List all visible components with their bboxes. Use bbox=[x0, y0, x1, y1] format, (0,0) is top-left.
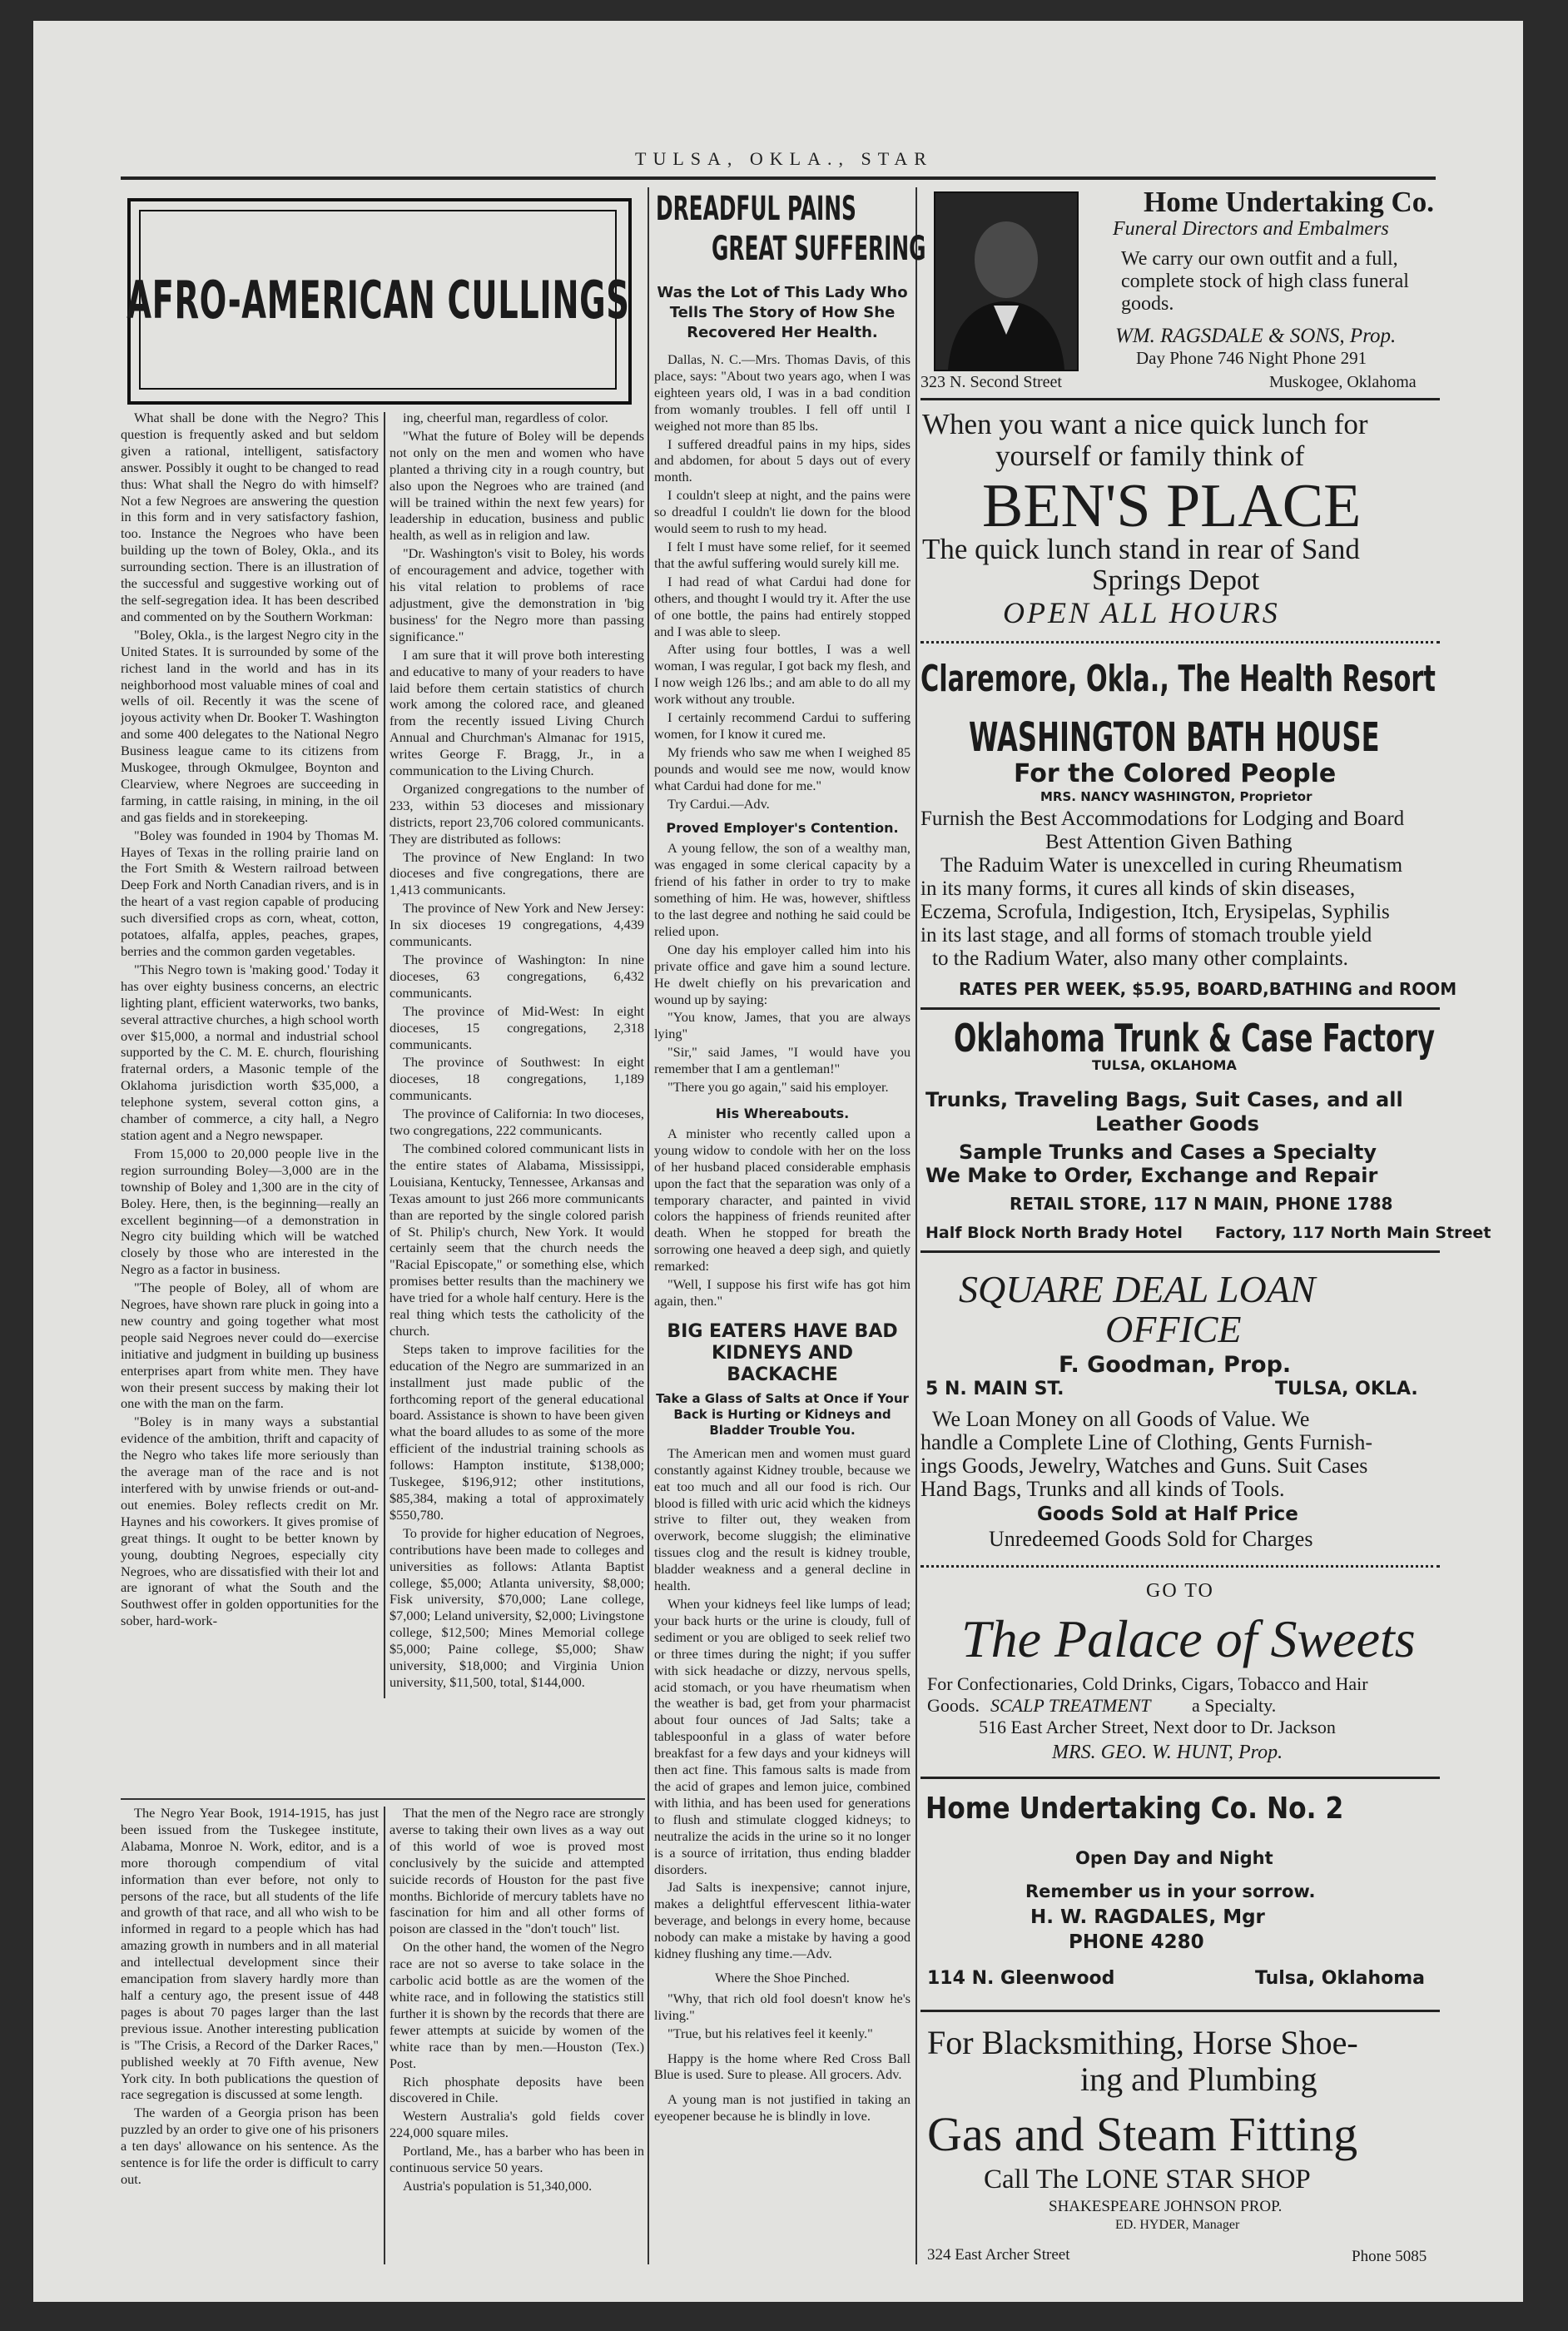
loan-prop: F. Goodman, Prop. bbox=[1059, 1352, 1292, 1378]
bens-line-1: When you want a nice quick lunch for bbox=[922, 408, 1368, 440]
trunk-line-6a: Half Block North Brady Hotel bbox=[925, 1224, 1183, 1242]
column-rule bbox=[915, 187, 917, 2264]
article-paragraph: ing, cheerful man, regardless of color. bbox=[403, 410, 608, 425]
dreadful-column bbox=[654, 280, 911, 2264]
trunk-line-4: We Make to Order, Exchange and Repair bbox=[925, 1164, 1378, 1187]
article-paragraph: One day his employer called him into his private office and gave him a sound lecture. He dwelt chiefly on his prevarication and wound up by saying: bbox=[654, 941, 911, 1007]
bens-line-3: The quick lunch stand in rear of Sand bbox=[922, 533, 1360, 565]
trunk-name: Oklahoma Trunk & Case Factory bbox=[954, 1016, 1436, 1061]
masthead-rule bbox=[121, 176, 1436, 180]
sweets-goto: GO TO bbox=[1146, 1580, 1214, 1602]
bath-rates: RATES PER WEEK, $5.95, BOARD,BATHING and ROOM bbox=[959, 979, 1457, 999]
bath-body-5: Eczema, Scrofula, Indigestion, Itch, Erysipelas, Syphilis bbox=[920, 901, 1390, 923]
home2-line-3: H. W. RAGDALES, Mgr bbox=[1030, 1906, 1265, 1928]
article-paragraph: "Boley was founded in 1904 by Thomas M. Hayes of Texas in the rolling prairie land on the Fort Smith & Western railroad between Deep Fork and North Canadian rivers, and is in the heart of a vast region capable of producing such diversified crops as corn, wheat, cotton, potatoes, alfalfa, apples, peaches, grapes, berries and the common garden vegetables. bbox=[121, 827, 379, 959]
article-paragraph: After using four bottles, I was a well woman, I was regular, I got back my flesh, and I now weigh 126 lbs.; and am able to do all my work without any trouble. bbox=[654, 641, 911, 708]
home1-subtitle: Funeral Directors and Embalmers bbox=[1113, 218, 1389, 240]
sweets-line-2b: SCALP TREATMENT bbox=[990, 1695, 1151, 1716]
article-paragraph: "Why, that rich old fool doesn't know he's living." bbox=[654, 1990, 911, 2023]
sweets-name: The Palace of Sweets bbox=[961, 1609, 1416, 1668]
bath-body-2: Best Attention Given Bathing bbox=[1045, 831, 1293, 853]
article-paragraph: When your kidneys feel like lumps of lead; your back hurts or the urine is cloudy, full of sediment or you are obliged to seek relief two or three times during the night; if you suffer with sick headache or dizzy, nervous spells, acid stomach, or you have rheumatism when the weather is bad, get from your pharmacist about four ounces of Jad Salts; take a tablespoonful in a glass of water before breakfast for a few days and your kidneys will then act fine. This famous salts is made from the acid of grapes and lemon juice, combined with lithia, and has been used for generations to flush and stimulate clogged kidneys; to neutralize the acids in the urine so it no longer is a source of irritation, thus ending bladder disorders. bbox=[654, 1596, 911, 1877]
article-paragraph: "What the future of Boley will be depends not only on the men and women who have planted a thriving city in a rough country, but also upon the Negroes who are trained (and will be trained within the next few years) for leadership in education, business and public health, as well as in religion and law. bbox=[390, 427, 644, 544]
home1-body-1: We carry our own outfit and a full, complete stock of high class funeral goods. bbox=[1121, 248, 1409, 315]
home2-address: 114 N. Gleenwood bbox=[927, 1968, 1115, 1989]
article-paragraph: The warden of a Georgia prison has been puzzled by an order to give one of his prisoners a ten days' allowance on his sentence. As the sentence is for life the order is difficult to carry out. bbox=[121, 2105, 379, 2187]
cullings-title-box bbox=[126, 210, 630, 390]
column-rule bbox=[648, 187, 649, 2264]
star-line-2: ing and Plumbing bbox=[1080, 2060, 1317, 2098]
article-paragraph: The American men and women must guard constantly against Kidney trouble, because we eat too much and all our food is rich. Our blood is filled with uric acid which the kidneys strive to filter out, they weaken from overwork, become sluggish; the eliminative tissues clog and the result is kidney trouble, bladder weakness and a general decline in health. bbox=[654, 1444, 911, 1594]
article-paragraph: To provide for higher education of Negroes, contributions have been made to colleges and universities as follows: Atlanta Baptist college, $5,000; Atlanta university, $8,000; Fisk university, $70,000; Lane college, $7,000; Leland university, $2,000; Livingstone college, $12,500; Mines Memorial college $5,000; Paine college, $5,000; Shaw university, $18,000; and Virginia Union university, $11,500, total, $144,000. bbox=[390, 1524, 644, 1690]
home2-city: Tulsa, Oklahoma bbox=[1255, 1968, 1426, 1989]
article-paragraph: Happy is the home where Red Cross Ball Blue is used. Sure to please. All grocers. Adv. bbox=[654, 2050, 911, 2083]
masthead: TULSA, OKLA., STAR bbox=[635, 148, 933, 169]
article-paragraph: My friends who saw me when I weighed 85 pounds and would see me now, would know what Cardui had done for me." bbox=[654, 743, 911, 793]
article-paragraph: I had read of what Cardui had done for others, and thought I would try it. After the use of one bottle, the pains had entirely stopped and I was able to sleep. bbox=[654, 573, 911, 639]
bens-line-4: Springs Depot bbox=[1092, 564, 1260, 596]
bath-prop: MRS. NANCY WASHINGTON, Proprietor bbox=[1040, 789, 1312, 804]
article-paragraph: Austria's population is 51,340,000. bbox=[403, 2177, 593, 2194]
loan-body-2: handle a Complete Line of Clothing, Gents Furnish- bbox=[920, 1430, 1373, 1454]
bath-body-1: Furnish the Best Accommodations for Lodging and Board bbox=[920, 808, 1405, 830]
bens-hours: OPEN ALL HOURS bbox=[1003, 596, 1280, 629]
article-paragraph: That the men of the Negro race are strongly averse to taking their own lives as a way out of this world of woe is proved most conclusively by the suicide and attempted suicide records of Houston for the past five months. Bichloride of mercury tablets have no fascination for him and all other forms of poison are classed in the "don't touch" list. bbox=[390, 1805, 644, 1937]
trunk-city: TULSA, OKLAHOMA bbox=[1092, 1057, 1237, 1073]
article-paragraph: I certainly recommend Cardui to suffering women, for I know it cured me. bbox=[654, 709, 911, 742]
cullings-column-1 bbox=[121, 410, 379, 1708]
article-paragraph: Western Australia's gold fields cover 224,000 square miles. bbox=[390, 2108, 644, 2141]
trunk-line-6b: Factory, 117 North Main Street bbox=[1215, 1224, 1491, 1242]
article-paragraph: I suffered dreadful pains in my hips, sides and abdomen, for about 5 days out of every month. bbox=[654, 435, 911, 485]
article-paragraph: What shall be done with the Negro? This question is frequently asked and but seldom given a rational, intelligent, satisfactory answer. Possibly it ought to be changed to read thus: What shall the Negro do with himself? Not a few Negroes are answering the question in this form and in very satisfactory fashion, too. Instance the Negroes who have been building up the town of Boley, Okla., and its surrounding section. There is an illustration of the successful and suggestive working out of the self-segregation idea. It has been described and commented on by the Southern Workman: bbox=[121, 410, 379, 624]
home1-phones: Day Phone 746 Night Phone 291 bbox=[1136, 348, 1367, 368]
article-paragraph: "You know, James, that you are always lying" bbox=[654, 1009, 911, 1042]
cullings-column-2 bbox=[390, 410, 644, 1708]
section-rule bbox=[121, 1798, 645, 1800]
ad-divider bbox=[920, 641, 1440, 652]
lower-column-1 bbox=[121, 1805, 379, 2254]
home2-line-1: Open Day and Night bbox=[1075, 1848, 1273, 1868]
article-paragraph: On the other hand, the women of the Negro race are not so averse to take solace in the carbolic acid bottle as are the women of the white race, and in following the statistics still further it is shown by the records that there are fewer attempts at suicide by women of the white race than by men.—Houston (Tex.) Post. bbox=[390, 1939, 644, 2071]
bath-name: WASHINGTON BATH HOUSE bbox=[969, 714, 1380, 761]
article-paragraph: I couldn't sleep at night, and the pains were so dreadful I couldn't lie down for the blood would seem to rush to my head. bbox=[654, 487, 911, 537]
column-rule bbox=[384, 1807, 385, 2264]
article-paragraph: "The people of Boley, all of whom are Negroes, have shown rare pluck in going into a new country and going together what most people said Negroes never could do—exercise initiative and judgment in building up business enterprises apart from white men. They have won their present success by making their lot one with the man on the farm. bbox=[121, 1280, 379, 1412]
loan-body-1: We Loan Money on all Goods of Value. We bbox=[932, 1407, 1310, 1431]
article-paragraph: The province of New York and New Jersey: In six dioceses 19 congregations, 4,439 communicants. bbox=[390, 900, 644, 950]
bath-body-7: to the Radium Water, also many other complaints. bbox=[932, 947, 1348, 970]
article-paragraph: "This Negro town is 'making good.' Today it has over eighty business concerns, an electric lighting plant, efficient waterworks, two banks, several attractive churches, a high school worth over $15,000, a normal and industrial school supported by the C. M. E. church, flourishing fraternal orders, a Masonic temple of the Oklahoma jurisdiction worth $35,000, a telephone system, several cotton gins, a chamber of commerce, a city hall, a Negro station agent and a Negro newspaper. bbox=[121, 961, 379, 1143]
article-paragraph: Try Cardui.—Adv. bbox=[667, 795, 770, 812]
bens-line-2: yourself or family think of bbox=[995, 440, 1305, 472]
dreadful-subheading: Was the Lot of This Lady Who Tells The Story of How She Recovered Her Health. bbox=[657, 284, 908, 341]
home2-line-4: PHONE 4280 bbox=[1069, 1931, 1204, 1953]
ad-divider bbox=[920, 2010, 1440, 2012]
loan-body-5: Goods Sold at Half Price bbox=[1037, 1503, 1298, 1525]
sweets-line-2a: Goods. bbox=[927, 1695, 980, 1716]
whereabouts-title: His Whereabouts. bbox=[715, 1105, 850, 1121]
article-paragraph: A young fellow, the son of a wealthy man, was engaged in some clerical capacity by a friend of his father in order to try to make something of him. He was, however, shiftless to the last degree and nothing he said could be relied upon. bbox=[654, 840, 911, 939]
home1-prop: WM. RAGSDALE & SONS, Prop. bbox=[1115, 325, 1397, 347]
sweets-line-2c: a Specialty. bbox=[1192, 1695, 1277, 1716]
home2-name: Home Undertaking Co. No. 2 bbox=[925, 1792, 1344, 1826]
big-eaters-heading: BIG EATERS HAVE BAD KIDNEYS AND BACKACHE bbox=[667, 1320, 898, 1385]
star-line-4: Call The LONE STAR SHOP bbox=[984, 2164, 1311, 2194]
article-paragraph: Rich phosphate deposits have been discovered in Chile. bbox=[390, 2073, 644, 2106]
ad-divider bbox=[920, 1565, 1440, 1576]
bath-body-3: The Raduim Water is unexcelled in curing Rheumatism bbox=[940, 854, 1403, 877]
article-paragraph: "Boley is in many ways a substantial evidence of the ambition, thrift and capacity of the Negro who takes life more seriously than the average man of the race and is not interfered with by unwise friends or out-and-out enemies. Boley reflects credit on Mr. Haynes and his coworkers. It gives promise of great things. It ought to be better known by young, doubting Negroes, especially city Negroes, who are dissatisfied with their lot and are ignorant of what the South and the Southwest offer in golden opportunities for the sober, hard-work- bbox=[121, 1414, 379, 1629]
article-paragraph: "Sir," said James, "I would have you remember that I am a gentleman!" bbox=[654, 1044, 911, 1077]
proprietor-portrait bbox=[934, 191, 1079, 371]
home1-title: Home Undertaking Co. bbox=[1144, 186, 1435, 218]
big-eaters-subheading: Take a Glass of Salts at Once if Your Back is Hurting or Kidneys and Bladder Trouble You. bbox=[656, 1390, 909, 1438]
loan-body-4: Hand Bags, Trunks and all kinds of Tools. bbox=[920, 1477, 1285, 1501]
star-phone: Phone 5085 bbox=[1352, 2248, 1427, 2265]
trunk-line-5: RETAIL STORE, 117 N MAIN, PHONE 1788 bbox=[1010, 1194, 1393, 1214]
article-paragraph: "Well, I suppose his first wife has got him again, then." bbox=[654, 1276, 911, 1309]
dreadful-heading-2: GREAT SUFFERING bbox=[712, 230, 926, 268]
sweets-line-4: MRS. GEO. W. HUNT, Prop. bbox=[1052, 1742, 1283, 1763]
article-paragraph: A young man is not justified in taking an eyeopener because he is blindly in love. bbox=[654, 2091, 911, 2125]
article-paragraph: I am sure that it will prove both interesting and educative to many of your readers to have laid before them certain statistics of church work among the colored race, and gleaned from the recently issued Living Church Annual and Churchman's Almanac for 1915, writes George F. Bragg, Jr., in a communication to the Living Church. bbox=[390, 646, 644, 779]
article-paragraph: A minister who recently called upon a young widow to condole with her on the loss of her husband placed considerable emphasis upon the fact that the separation was only of a temporary character, and painted in vivid colors the happiness of friends reunited after death. When he stopped for breath the sorrowing one heaved a deep sigh, and quietly remarked: bbox=[654, 1125, 911, 1275]
loan-address: 5 N. MAIN ST. bbox=[925, 1379, 1064, 1399]
ad-divider bbox=[920, 1777, 1440, 1779]
article-paragraph: The province of Mid-West: In eight dioceses, 15 congregations, 2,318 communicants. bbox=[390, 1002, 644, 1052]
star-address: 324 East Archer Street bbox=[927, 2246, 1070, 2264]
article-paragraph: "Dr. Washington's visit to Boley, his words of encouragement and advice, together with his vital relation to problems of race adjustment, give the demonstration in 'big business' for the Negro more than passing significance." bbox=[390, 545, 644, 644]
loan-line-2: OFFICE bbox=[1105, 1308, 1242, 1350]
article-paragraph: The province of California: In two dioceses, two congregations, 222 communicants. bbox=[390, 1106, 644, 1139]
sweets-line-1: For Confectionaries, Cold Drinks, Cigars, Tobacco and Hair bbox=[927, 1673, 1368, 1694]
bens-name: BEN'S PLACE bbox=[982, 472, 1362, 540]
article-paragraph: "There you go again," said his employer. bbox=[667, 1079, 889, 1096]
sweets-line-3: 516 East Archer Street, Next door to Dr. Jackson bbox=[979, 1717, 1336, 1737]
home1-address: 323 N. Second Street bbox=[920, 373, 1062, 391]
loan-city: TULSA, OKLA. bbox=[1275, 1379, 1418, 1399]
star-line-1: For Blacksmithing, Horse Shoe- bbox=[927, 2024, 1358, 2061]
cullings-title: AFRO-AMERICAN CULLINGS bbox=[126, 269, 630, 331]
bath-body-6: in its last stage, and all forms of stomach trouble yield bbox=[920, 924, 1372, 947]
home2-line-2: Remember us in your sorrow. bbox=[1025, 1881, 1316, 1901]
article-paragraph: Portland, Me., has a barber who has been in continuous service 50 years. bbox=[390, 2143, 644, 2176]
trunk-line-2: Leather Goods bbox=[1095, 1112, 1259, 1136]
loan-body-3: ings Goods, Jewelry, Watches and Guns. Suit Cases bbox=[920, 1454, 1368, 1478]
dreadful-heading-1: DREADFUL PAINS bbox=[656, 190, 856, 228]
article-paragraph: Jad Salts is inexpensive; cannot injure, makes a delightful effervescent lithia-water beverage, and belongs in every home, because nobody can make a mistake by having a good kidney flushing any time.—Adv. bbox=[654, 1879, 911, 1962]
ad-divider bbox=[920, 1250, 1440, 1253]
article-paragraph: The province of Southwest: In eight dioceses, 18 congregations, 1,189 communicants. bbox=[390, 1054, 644, 1104]
article-paragraph: From 15,000 to 20,000 people live in the region surrounding Boley—3,000 are in the township of Boley and 1,300 are in the city of Boley. Here, then, is the beginning—really an excellent beginning—of a demonstration in Negro city building which will be watched closely by those who are interested in the Negro as a factor in business. bbox=[121, 1145, 379, 1278]
star-line-3: Gas and Steam Fitting bbox=[927, 2107, 1358, 2161]
column-rule bbox=[384, 412, 385, 1698]
article-paragraph: Steps taken to improve facilities for the education of the Negro are summarized in an installment just made public of the forthcoming report of the general educational board. Assistance is shown to have been given what the board alludes to as some of the more efficient of the industrial training schools as follows: Hampton institute, $138,000; Tuskegee, $196,912; other institutions, $85,384, making a total of approximately $550,780. bbox=[390, 1340, 644, 1523]
proved-title: Proved Employer's Contention. bbox=[666, 820, 899, 837]
loan-line-1: SQUARE DEAL LOAN bbox=[959, 1268, 1316, 1310]
article-paragraph: Organized congregations to the number of 233, within 53 dioceses and missionary districts, report 23,706 colored communicants. They are distributed as follows: bbox=[390, 780, 644, 847]
star-line-6: ED. HYDER, Manager bbox=[1115, 2218, 1240, 2232]
ad-divider bbox=[920, 398, 1440, 400]
article-paragraph: The Negro Year Book, 1914-1915, has just been issued from the Tuskegee institute, Alabama, Monroe N. Work, editor, and is a more thorough compendium of vital information than ever before, not only to persons of the race, but all students of the life and growth of that race, and all who wish to be informed in regard to a people which has had amazing growth in numbers and in all material and intellectual development since their emancipation from slavery hardly more than half a century ago, the present issue of 448 pages is about 70 pages larger than the last previous issue. Another interesting publication is "The Crisis, a Record of the Darker Races," published weekly at 70 Fifth avenue, New York city. In both publications the question of race segregation is discussed at some length. bbox=[121, 1805, 379, 2103]
article-paragraph: "Boley, Okla., is the largest Negro city in the United States. It is surrounded by some of the richest land in the world and has in its neighborhood most valuable mines of coal and wells of oil. Recently it was the scene of joyous activity when Dr. Booker T. Washington and some 400 delegates to the National Negro Business league came to its citizens from Muskogee, through Okmulgee, Boynton and Clearview, where Negroes are succeeding in farming, in cattle raising, in mining, in the oil and gas fields and in storekeeping. bbox=[121, 626, 379, 825]
trunk-line-1: Trunks, Traveling Bags, Suit Cases, and all bbox=[925, 1088, 1403, 1111]
star-line-5: SHAKESPEARE JOHNSON PROP. bbox=[1049, 2198, 1283, 2215]
article-paragraph: "True, but his relatives feel it keenly." bbox=[667, 2025, 873, 2041]
article-paragraph: The province of Washington: In nine dioceses, 63 congregations, 6,432 communicants. bbox=[390, 952, 644, 1001]
shoe-title: Where the Shoe Pinched. bbox=[715, 1971, 850, 1986]
bath-for: For the Colored People bbox=[1014, 759, 1337, 788]
lower-column-2 bbox=[390, 1805, 644, 2254]
bath-body-4: in its many forms, it cures all kinds of skin diseases, bbox=[920, 877, 1356, 900]
trunk-line-3: Sample Trunks and Cases a Specialty bbox=[959, 1141, 1377, 1164]
home1-city: Muskogee, Oklahoma bbox=[1269, 373, 1417, 391]
article-paragraph: The province of New England: In two dioceses and five congregations, there are 1,413 communicants. bbox=[390, 848, 644, 898]
article-paragraph: The combined colored communicant lists in the entire states of Alabama, Mississippi, Louisiana, Kentucky, Tennessee, Arkansas and Texas amount to just 266 more communicants than are reported by the single colored parish of St. Philip's church, New York. It would certainly seem that the church needs the "Racial Episcopate," or something else, which promises better results than the machinery we have tried for a whole half century. Here is the real thing which tests the catholicity of the church. bbox=[390, 1140, 644, 1339]
bath-top: Claremore, Okla., The Health Resort bbox=[920, 658, 1436, 700]
loan-body-6: Unredeemed Goods Sold for Charges bbox=[989, 1527, 1313, 1551]
ad-divider bbox=[920, 1007, 1440, 1010]
article-paragraph: Dallas, N. C.—Mrs. Thomas Davis, of this place, says: "About two years ago, when I was eighteen years old, I was in a bad condition from womanly troubles. I fell off until I weighed not more than 85 lbs. bbox=[654, 351, 911, 434]
article-paragraph: I felt I must have some relief, for it seemed that the awful suffering would surely kill me. bbox=[654, 538, 911, 571]
